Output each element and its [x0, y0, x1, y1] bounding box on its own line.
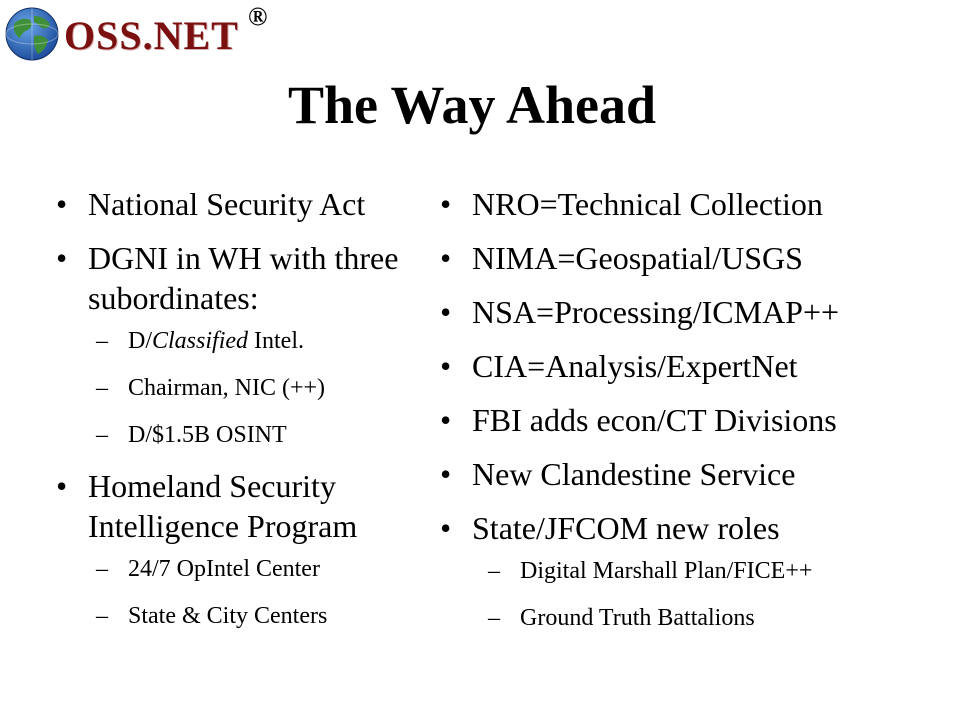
bullet-cia: • CIA=Analysis/ExpertNet	[440, 346, 950, 386]
bullet-national-security-act: • National Security Act	[56, 184, 426, 224]
bullet-dgni: • DGNI in WH with three subordinates:	[56, 238, 426, 318]
bullet-clandestine-service: • New Clandestine Service	[440, 454, 950, 494]
sub-bullet-italic: Classified	[152, 328, 249, 354]
sub-bullet-marshall-plan: – Digital Marshall Plan/FICE++	[440, 556, 950, 586]
bullet-state-jfcom: • State/JFCOM new roles	[440, 508, 950, 548]
bullet-homeland-security: • Homeland Security Intelligence Program	[56, 466, 426, 546]
bullet-nima: • NIMA=Geospatial/USGS	[440, 238, 950, 278]
sub-bullet-state-city-centers: – State & City Centers	[56, 601, 426, 631]
registered-mark: ®	[248, 2, 268, 31]
sub-bullet-chairman-nic: – Chairman, NIC (++)	[56, 373, 426, 403]
sub-bullet-osint: – D/$1.5B OSINT	[56, 420, 426, 450]
left-bullet-list	[56, 184, 426, 648]
sub-bullet-opintel-center: – 24/7 OpIntel Center	[56, 554, 426, 584]
sub-bullet-suffix: Intel.	[248, 328, 304, 354]
bullet-nsa: • NSA=Processing/ICMAP++	[440, 292, 950, 332]
sub-bullet-d-classified	[56, 326, 426, 356]
logo-wordmark: OSS.NET	[64, 13, 239, 58]
slide-title: The Way Ahead	[287, 75, 657, 135]
bullet-nro: • NRO=Technical Collection	[440, 184, 950, 224]
sub-bullet-prefix: D/	[128, 328, 152, 354]
bullet-fbi: • FBI adds econ/CT Divisions	[440, 400, 950, 440]
right-bullet-list	[440, 184, 950, 650]
oss-net-logo	[4, 4, 274, 66]
sub-bullet-ground-truth: – Ground Truth Battalions	[440, 603, 950, 633]
globe-icon	[4, 6, 60, 62]
